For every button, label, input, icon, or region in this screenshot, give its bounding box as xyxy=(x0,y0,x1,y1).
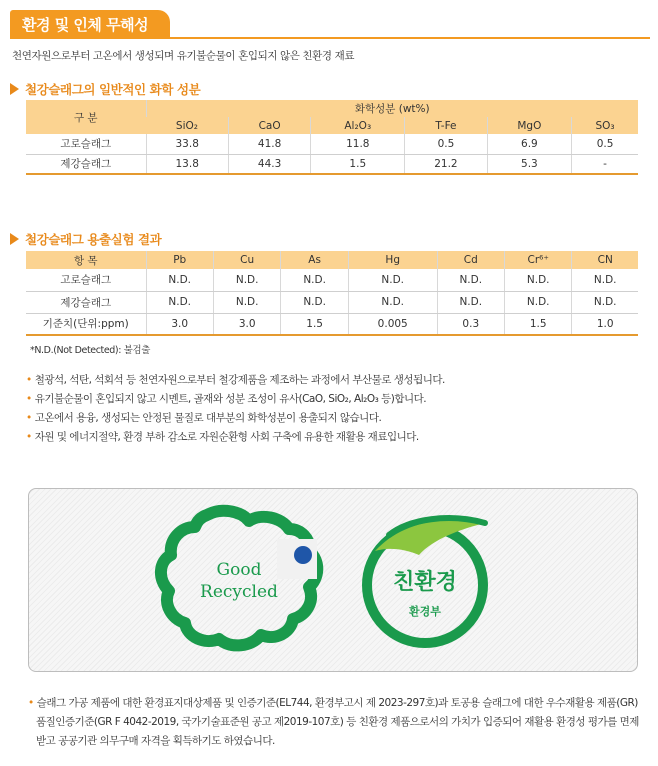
table-cell: 3.0 xyxy=(146,313,213,335)
composition-col-header: T-Fe xyxy=(405,117,487,134)
good-recycled-line1: Good xyxy=(216,560,262,580)
leaching-item-header: 항 목 xyxy=(26,251,146,269)
table-cell: 5.3 xyxy=(487,154,571,174)
composition-heading xyxy=(10,80,200,98)
row-label: 고로슬래그 xyxy=(26,134,146,154)
good-recycled-logo xyxy=(161,511,317,646)
list-item: • 자원 및 에너지절약, 환경 부하 감소로 자원순환형 사회 구축에 유용한 재활용 재료입니다. xyxy=(26,428,445,447)
list-item: • 고온에서 용융, 생성되는 안정된 물질로 대부분의 화학성분이 용출되지 않습니다. xyxy=(26,409,445,428)
row-label: 제강슬래그 xyxy=(26,291,146,313)
table-cell: 1.5 xyxy=(281,313,348,335)
composition-heading-text: 철강슬래그의 일반적인 화학 성분 xyxy=(25,82,201,97)
title-bar xyxy=(0,0,658,38)
table-cell: N.D. xyxy=(572,269,638,291)
composition-col-header: SiO₂ xyxy=(146,117,228,134)
table-cell: N.D. xyxy=(213,291,280,313)
table-cell: 0.5 xyxy=(405,134,487,154)
eco-label-logo xyxy=(367,518,485,643)
table-row xyxy=(26,291,638,313)
table-cell: N.D. xyxy=(348,291,437,313)
table-cell: N.D. xyxy=(505,269,572,291)
leaching-col-header: Cr⁶⁺ xyxy=(505,251,572,269)
triangle-bullet-icon xyxy=(10,83,19,95)
table-row xyxy=(26,269,638,291)
leaching-col-header: Cd xyxy=(437,251,504,269)
composition-col-header: Al₂O₃ xyxy=(311,117,405,134)
composition-table xyxy=(26,100,638,175)
table-row xyxy=(26,154,638,174)
good-recycled-line2: Recycled xyxy=(200,582,278,602)
table-cell: 11.8 xyxy=(311,134,405,154)
table-cell: 1.5 xyxy=(505,313,572,335)
blue-dot-icon xyxy=(294,546,312,564)
table-cell: 0.5 xyxy=(572,134,638,154)
leaching-col-header: Hg xyxy=(348,251,437,269)
row-label: 제강슬래그 xyxy=(26,154,146,174)
leaching-heading xyxy=(10,230,161,248)
table-cell: 21.2 xyxy=(405,154,487,174)
leaching-col-header: CN xyxy=(572,251,638,269)
table-cell: N.D. xyxy=(437,269,504,291)
row-label: 고로슬래그 xyxy=(26,269,146,291)
table-row xyxy=(26,313,638,335)
composition-group-header: 구 분 xyxy=(26,100,146,134)
table-cell: 0.3 xyxy=(437,313,504,335)
table-cell: N.D. xyxy=(146,291,213,313)
table-cell: 6.9 xyxy=(487,134,571,154)
table-cell: N.D. xyxy=(281,269,348,291)
eco-label-main: 친환경 xyxy=(393,570,457,595)
table-cell: 13.8 xyxy=(146,154,228,174)
page-subtitle: 천연자원으로부터 고온에서 생성되며 유기불순물이 혼입되지 않은 친환경 재료 xyxy=(12,50,355,62)
table-cell: 3.0 xyxy=(213,313,280,335)
footnote: *N.D.(Not Detected): 불검출 xyxy=(30,345,150,356)
composition-col-header: MgO xyxy=(487,117,571,134)
leaching-col-header: Pb xyxy=(146,251,213,269)
composition-col-header: CaO xyxy=(228,117,310,134)
table-cell: 44.3 xyxy=(228,154,310,174)
certification-logos xyxy=(29,489,639,673)
list-item: • 철광석, 석탄, 석회석 등 천연자원으로부터 철강제품을 제조하는 과정에서 부산물로 생성됩니다. xyxy=(26,371,445,390)
table-cell: N.D. xyxy=(213,269,280,291)
composition-component-header: 화학성분 (wt%) xyxy=(146,100,638,117)
leaching-col-header: As xyxy=(281,251,348,269)
triangle-bullet-icon xyxy=(10,233,19,245)
table-cell: N.D. xyxy=(437,291,504,313)
table-row xyxy=(26,134,638,154)
table-cell: 33.8 xyxy=(146,134,228,154)
table-cell: 41.8 xyxy=(228,134,310,154)
row-label: 기준치(단위:ppm) xyxy=(26,313,146,335)
table-cell: - xyxy=(572,154,638,174)
title-divider xyxy=(10,37,650,39)
leaching-col-header: Cu xyxy=(213,251,280,269)
table-cell: 0.005 xyxy=(348,313,437,335)
eco-label-sub: 환경부 xyxy=(409,605,441,618)
leaching-heading-text: 철강슬래그 용출실험 결과 xyxy=(25,232,162,247)
list-item: • 유기불순물이 혼입되지 않고 시멘트, 골재와 성분 조성이 유사(CaO, SiO₂, Al₂O₃ 등)합니다. xyxy=(26,390,445,409)
list-item: • 슬래그 가공 제품에 대한 환경표지대상제품 및 인증기준(EL744, 환경부고시 제 2023-297호)과 토공용 슬래그에 대한 우수재활용 제품(GR) 품질인증기준(GR F 4042-2019, 국가기술표준원 공고 제2019-107호) 등 친환경 제품으로서의 가치가 입증되어 재활용 환경성 평가를 면제받고 공공기관 의무구매 자격을 획득하기도 하였습니다. xyxy=(28,694,640,751)
leaching-table xyxy=(26,251,638,336)
page-title: 환경 및 인체 무해성 xyxy=(22,16,149,34)
certification-note xyxy=(28,694,640,751)
feature-list xyxy=(26,371,445,447)
table-cell: N.D. xyxy=(572,291,638,313)
table-cell: N.D. xyxy=(281,291,348,313)
table-cell: N.D. xyxy=(348,269,437,291)
table-cell: N.D. xyxy=(505,291,572,313)
composition-col-header: SO₃ xyxy=(572,117,638,134)
table-cell: 1.0 xyxy=(572,313,638,335)
table-cell: 1.5 xyxy=(311,154,405,174)
table-cell: N.D. xyxy=(146,269,213,291)
certification-logo-panel xyxy=(28,488,638,672)
